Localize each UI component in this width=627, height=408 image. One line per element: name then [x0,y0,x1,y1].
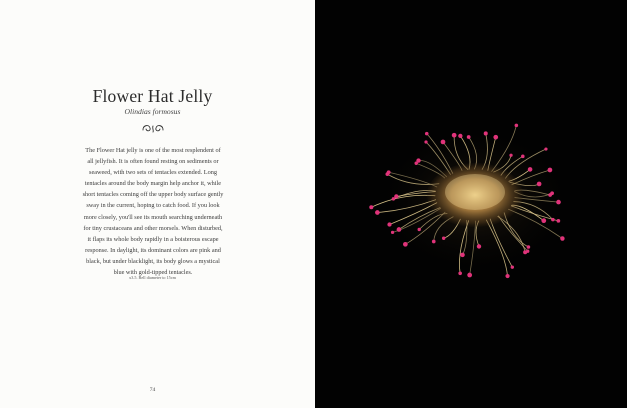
tentacle-tip [537,182,542,187]
tentacle-tip [544,147,547,150]
tentacle-tip [505,274,509,278]
tentacle-tip [548,168,553,173]
tentacle-tip [432,240,436,244]
body-line: tentacles around the body margin help anchor it, while [84,180,222,188]
tentacle-tip [467,135,471,139]
tentacle-tip [515,124,519,128]
right-page [315,0,627,408]
tentacle-tip [392,197,395,200]
tentacle-tip [527,245,531,249]
tentacle-tip [403,242,408,247]
tentacle-tip [541,218,546,223]
tentacle-tip [391,231,394,234]
body-line: blue with gold-tipped tentacles. [113,269,193,277]
tentacle-tip [369,205,373,209]
body-line: The Flower Hat jelly is one of the most resplendent of [85,147,221,154]
tentacle-tip [560,236,564,240]
scientific-name: Olindias formosus [124,107,181,116]
tentacle-tip [551,218,555,222]
tentacle-tip [509,154,512,157]
tentacle-tip [460,253,465,258]
page-title: Flower Hat Jelly [92,86,213,106]
tentacle-tip [397,227,402,232]
tentacle-tip [458,271,462,275]
tentacle-tip [452,133,457,138]
tentacle-tip [442,237,445,240]
jellyfish-photo [315,0,627,408]
tentacle-tip [387,222,391,226]
tentacle-tip [523,250,527,254]
body-line: all jellyfish. It is often found resting on sediments or [87,158,219,166]
body-line: response. In daylight, its dominant colors are pink and [85,246,221,254]
photo-caption: x3.5. Bell diameter to 15cm [129,275,176,280]
body-line: it flaps its whole body rapidly in a boisterous escape [87,235,219,243]
tentacle-tip [511,265,514,268]
tentacle-tip [424,140,427,143]
body-line: short tentacles coming off the upper body surface gently [82,191,224,199]
body-line: black, but under blacklight, its body glows a mystical [86,257,220,265]
tentacle-tip [484,131,488,135]
tentacle-tip [425,132,429,136]
body-line: more closely, you'll see its mouth searching underneath [83,213,223,221]
body-line: seaweed, with two sets of tentacles extended. Long [89,169,217,177]
tentacle-tip [557,219,561,223]
tentacle-tip [521,155,525,159]
tentacle-tip [418,228,421,231]
page-number: 74 [149,387,156,393]
body-line: sway in the current, hoping to catch food. If you look [86,202,220,210]
tentacle-tip [385,172,389,176]
tentacle-tip [528,167,533,172]
body-line: for tiny crustaceans and other morsels. When disturbed, [83,224,223,232]
tentacle-tip [550,191,554,195]
body-text [70,145,236,278]
tentacle-tip [458,134,462,138]
tentacle-tip [477,244,481,248]
tentacle-tip [556,200,561,205]
tentacle-tip [416,158,420,162]
tentacle-tip [493,135,498,140]
scroll-flourish-icon [140,122,166,134]
tentacle-tip [441,140,446,145]
tentacle-tip [375,210,380,215]
tentacle-tip [467,273,472,278]
